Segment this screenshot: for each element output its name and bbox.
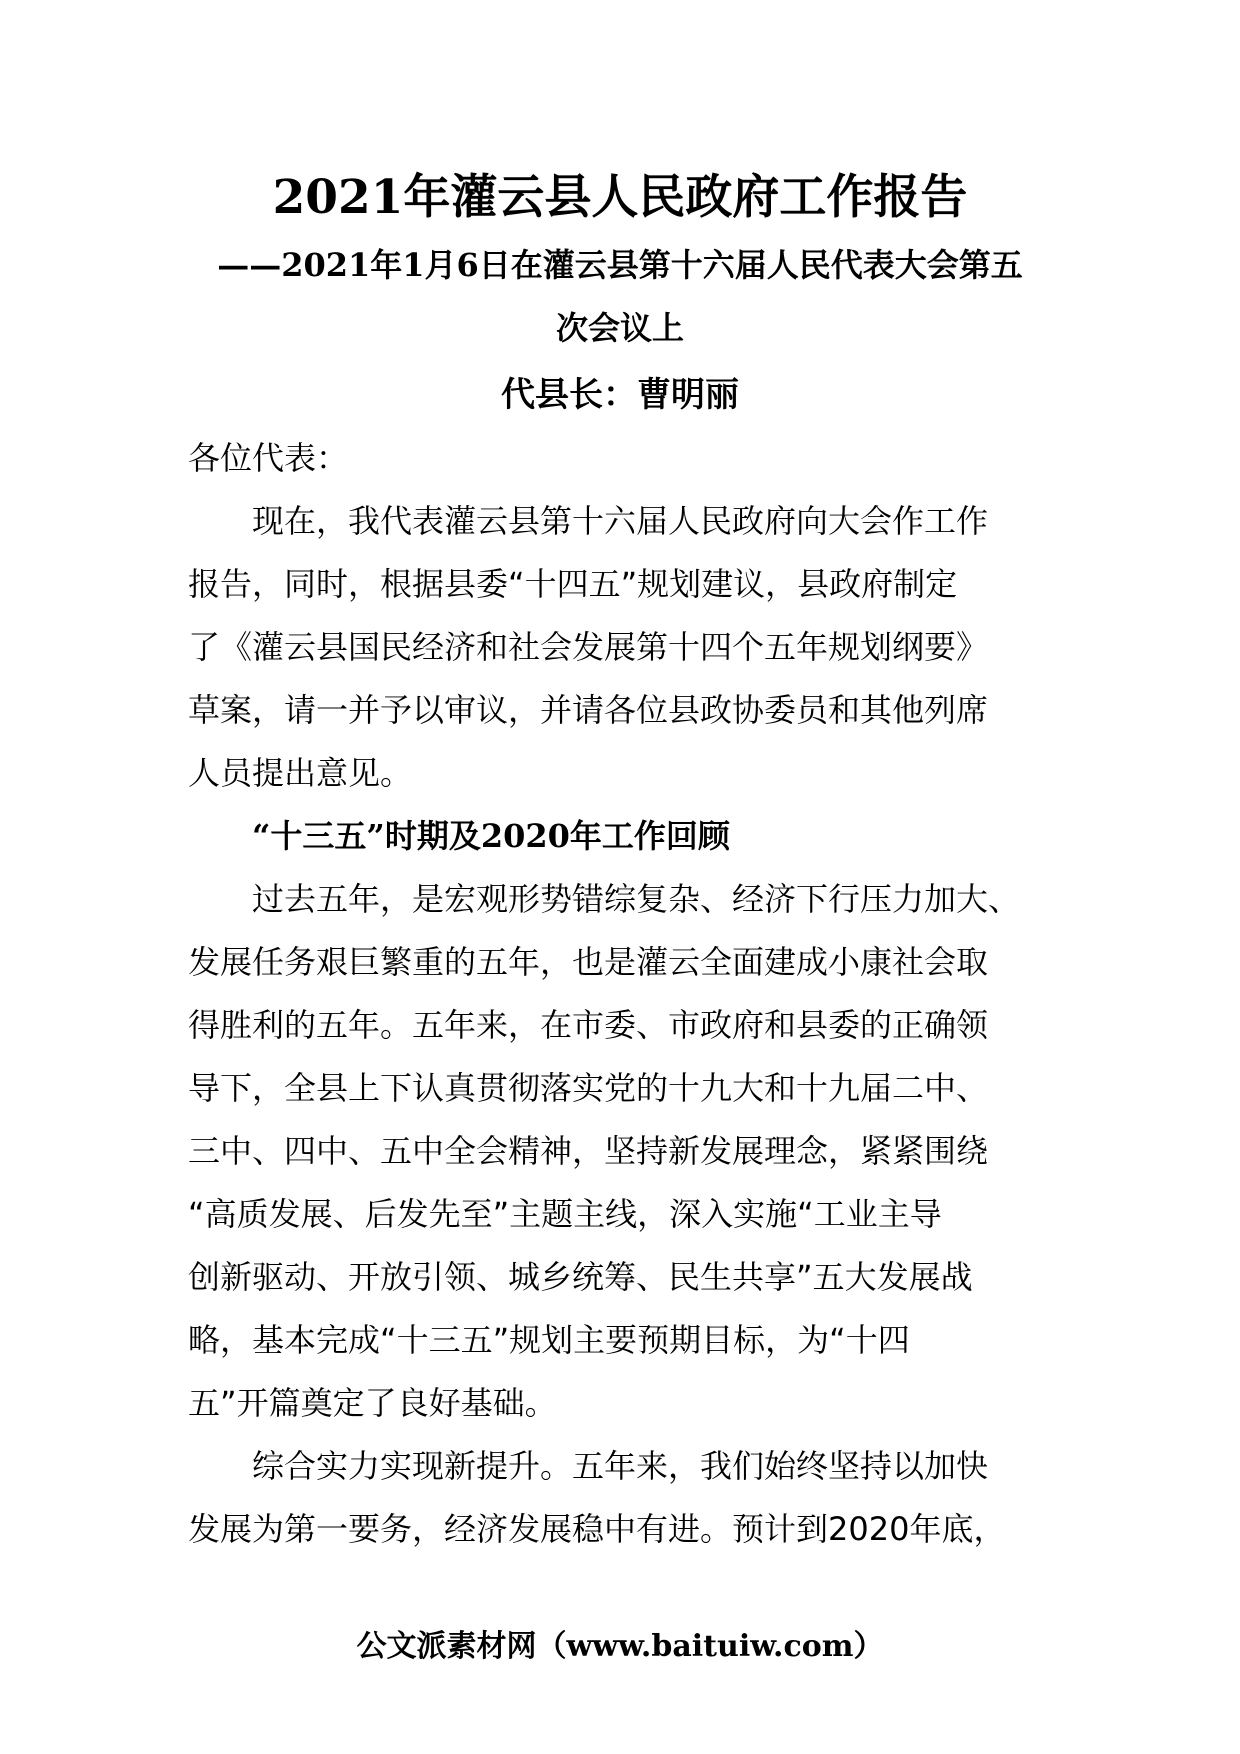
body-line: 过去五年，是宏观形势错综复杂、经济下行压力加大、 — [188, 880, 1021, 918]
body-line: 了《灌云县国民经济和社会发展第十四个五年规划纲要》 — [188, 628, 989, 666]
body-line: 发展任务艰巨繁重的五年，也是灌云全面建成小康社会取 — [188, 943, 989, 981]
body-line: 发展为第一要务，经济发展稳中有进。预计到2020年底， — [188, 1510, 1006, 1548]
body-line: 五”开篇奠定了良好基础。 — [188, 1384, 557, 1422]
document-title: 2021年灌云县人民政府工作报告 — [272, 170, 968, 225]
document-subtitle-line-2: 次会议上 — [555, 309, 684, 347]
body-line: “高质发展、后发先至”主题主线，深入实施“工业主导 — [188, 1195, 942, 1233]
document-subtitle-line-1: ——2021年1月6日在灌云县第十六届人民代表大会第五 — [217, 246, 1023, 284]
body-line: 综合实力实现新提升。五年来，我们始终坚持以加快 — [188, 1447, 989, 1485]
body-line: 三中、四中、五中全会精神，坚持新发展理念，紧紧围绕 — [188, 1132, 989, 1170]
body-line: 略，基本完成“十三五”规划主要预期目标，为“十四 — [188, 1321, 910, 1359]
body-line: 草案，请一并予以审议，并请各位县政协委员和其他列席 — [188, 691, 989, 729]
body-line: 人员提出意见。 — [188, 754, 413, 792]
body-line: 导下，全县上下认真贯彻落实党的十九大和十九届二中、 — [188, 1069, 989, 1107]
section-heading: “十三五”时期及2020年工作回顾 — [252, 817, 730, 855]
salutation: 各位代表： — [188, 439, 349, 477]
document-author: 代县长：曹明丽 — [501, 375, 739, 415]
footer-watermark: 公文派素材网（www.baituiw.com） — [356, 1629, 884, 1664]
body-line: 得胜利的五年。五年来，在市委、市政府和县委的正确领 — [188, 1006, 989, 1044]
body-line: 创新驱动、开放引领、城乡统筹、民生共享”五大发展战 — [188, 1258, 973, 1296]
body-line: 报告，同时，根据县委“十四五”规划建议，县政府制定 — [188, 565, 958, 603]
body-line: 现在，我代表灌云县第十六届人民政府向大会作工作 — [188, 502, 989, 540]
